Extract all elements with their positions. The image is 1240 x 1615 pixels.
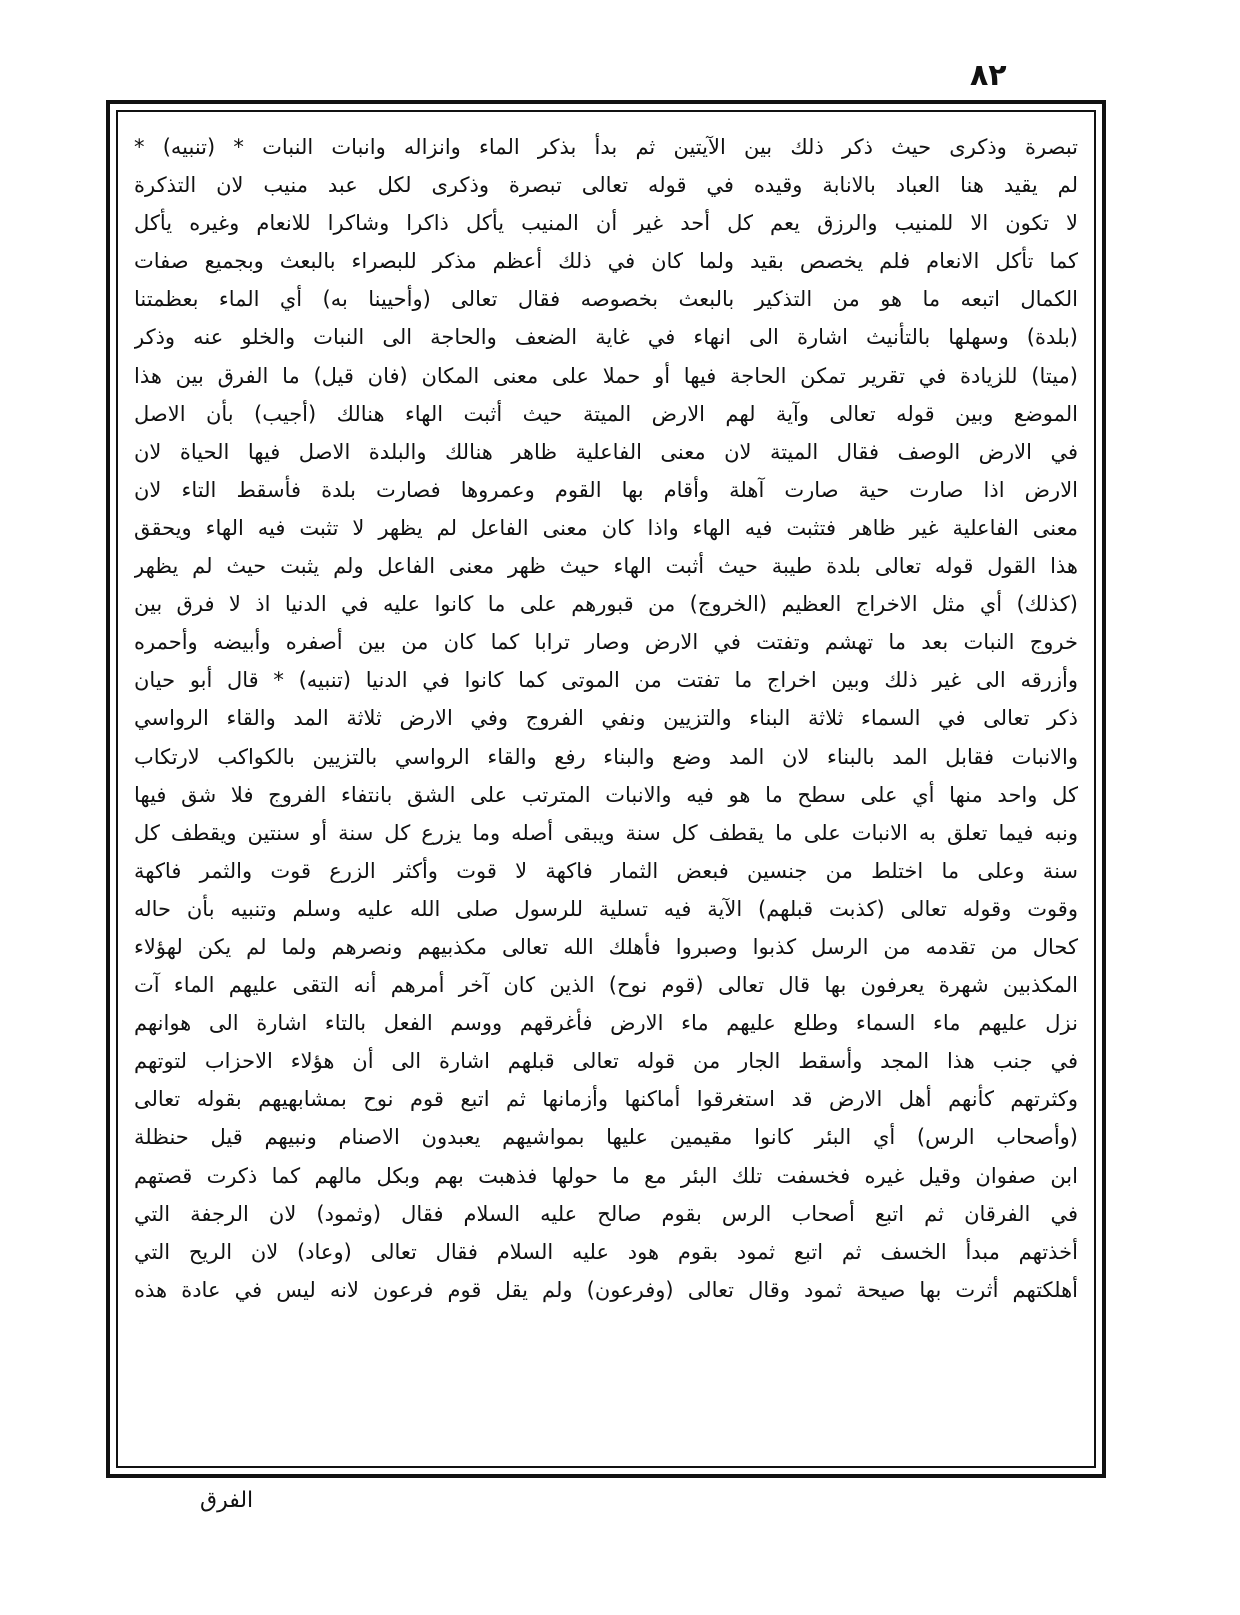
- text-line: وأزرقه الى غير ذلك وبين اخراج ما تفتت من الموتى كما كانوا في الدنيا (تنبيه) * قال أبو حيان: [134, 668, 1078, 693]
- text-line: (بلدة) وسهلها بالتأنيث اشارة الى انهاء في غاية الضعف والحاجة الى النبات والخلو عنه وذكر: [134, 325, 1078, 350]
- text-line: كحال من تقدمه من الرسل كذبوا وصبروا فأهلك الله تعالى مكذبيهم ونصرهم ولما لم يكن لهؤلاء: [134, 934, 1078, 959]
- text-line: في الارض الوصف فقال الميتة لان معنى الفاعلية ظاهر هنالك والبلدة الاصل فيها الحياة لان: [134, 439, 1078, 464]
- main-text: [134, 128, 1078, 1458]
- catchword: الفرق: [200, 1488, 254, 1513]
- text-line: لم يقيد هنا العباد بالانابة وقيده في قوله تعالى تبصرة وذكرى لكل عبد منيب لان التذكرة: [134, 173, 1078, 198]
- text-line: أخذتهم مبدأ الخسف ثم اتبع ثمود بقوم هود عليه السلام فقال تعالى (وعاد) لان الريح التي: [134, 1239, 1078, 1264]
- text-line: المكذبين شهرة يعرفون بها قال تعالى (قوم نوح) الذين كان آخر أمرهم أنه التقى عليهم الماء آت: [134, 973, 1078, 998]
- text-line: كل واحد منها أي على سطح ما هو فيه والانبات المترتب على الشق بانتفاء الفروج فلا شق فيها: [134, 782, 1078, 807]
- text-line: الكمال اتبعه ما هو من التذكير بالبعث بخصوصه فقال تعالى (وأحيينا به) أي الماء بعظمتنا: [134, 287, 1078, 312]
- page-inner-border: [116, 110, 1096, 1468]
- text-line: نزل عليهم ماء السماء وطلع عليهم ماء الارض فأغرقهم ووسم الفعل بالتاء اشارة الى هوانهم: [134, 1011, 1078, 1036]
- text-line: أهلكتهم أثرت بها صيحة ثمود وقال تعالى (وفرعون) ولم يقل قوم فرعون لانه ليس في عادة هذه: [134, 1277, 1078, 1302]
- text-line: كما تأكل الانعام فلم يخصص بقيد ولما كان في ذلك أعظم مذكر للبصراء بالبعث وبجميع صفات: [134, 249, 1078, 274]
- text-line: في الفرقان ثم اتبع أصحاب الرس بقوم صالح عليه السلام فقال (وثمود) لان الرجفة التي: [134, 1201, 1078, 1226]
- text-line: لا تكون الا للمنيب والرزق يعم كل أحد غير أن المنيب يأكل ذاكرا وشاكرا للانعام وغيره يأكل: [134, 211, 1078, 236]
- text-line: والانبات فقابل المد بالبناء لان المد وضع والبناء رفع والقاء الرواسي بالتزيين بالكواكب لارتكاب: [134, 744, 1078, 769]
- text-line: (كذلك) أي مثل الاخراج العظيم (الخروج) من قبورهم على ما كانوا عليه في الدنيا اذ لا فرق بين: [134, 592, 1078, 617]
- text-line: ابن صفوان وقيل غيره فخسفت تلك البئر مع ما حولها فذهبت بهم وبكل مالهم كما ذكرت قصتهم: [134, 1163, 1078, 1188]
- text-line: الموضع وبين قوله تعالى وآية لهم الارض الميتة حيث أثبت الهاء هنالك (أجيب) بأن الاصل: [134, 401, 1078, 426]
- text-line: (وأصحاب الرس) أي البئر كانوا مقيمين عليها بمواشيهم يعبدون الاصنام ونبيهم قيل حنظلة: [134, 1125, 1078, 1150]
- text-line: (ميتا) للزيادة في تقرير تمكن الحاجة فيها أو حملا على معنى المكان (فان قيل) ما الفرق بين هذا: [134, 363, 1078, 388]
- text-line: معنى الفاعلية غير ظاهر فتثبت فيه الهاء واذا كان معنى الفاعل لم يظهر لا تثبت فيه الهاء ويحقق: [134, 515, 1078, 540]
- text-line: تبصرة وذكرى حيث ذكر ذلك بين الآيتين ثم بدأ بذكر الماء وانزاله وانبات النبات * (تنبيه) *: [134, 135, 1078, 159]
- page-border: [106, 100, 1106, 1478]
- text-line: خروج النبات بعد ما تهشم وتفتت في الارض وصار ترابا كما كان من بين أصفره وأبيضه وأحمره: [134, 630, 1078, 655]
- text-line: الارض اذا صارت حية صارت آهلة وأقام بها القوم وعمروها فصارت بلدة فأسقط التاء لان: [134, 477, 1078, 502]
- text-line: ذكر تعالى في السماء ثلاثة البناء والتزيين ونفي الفروج وفي الارض ثلاثة المد والقاء الرواسي: [134, 706, 1078, 731]
- page-number: ٨٢: [970, 58, 1007, 93]
- text-line: وقوت وقوله تعالى (كذبت قبلهم) الآية فيه تسلية للرسول صلى الله عليه وسلم وتنبيه بأن حاله: [134, 896, 1078, 921]
- text-line: ونبه فيما تعلق به الانبات على ما يقطف كل سنة ويبقى أصله وما يزرع كل سنة أو سنتين ويقطف كل: [134, 820, 1078, 845]
- text-line: وكثرتهم كأنهم أهل الارض قد استغرقوا أماكنها وأزمانها ثم اتبع قوم نوح بمشابهيهم بقوله تعالى: [134, 1087, 1078, 1112]
- text-line: سنة وعلى ما اختلط من جنسين فبعض الثمار فاكهة لا قوت وأكثر الزرع قوت والثمر فاكهة: [134, 858, 1078, 883]
- text-line: في جنب هذا المجد وأسقط الجار من قوله تعالى قبلهم اشارة الى أن هؤلاء الاحزاب لتوتهم: [134, 1049, 1078, 1074]
- text-line: هذا القول قوله تعالى بلدة طيبة حيث أثبت الهاء حيث ظهر معنى الفاعل ولم يثبت حيث لم يظهر: [134, 554, 1078, 579]
